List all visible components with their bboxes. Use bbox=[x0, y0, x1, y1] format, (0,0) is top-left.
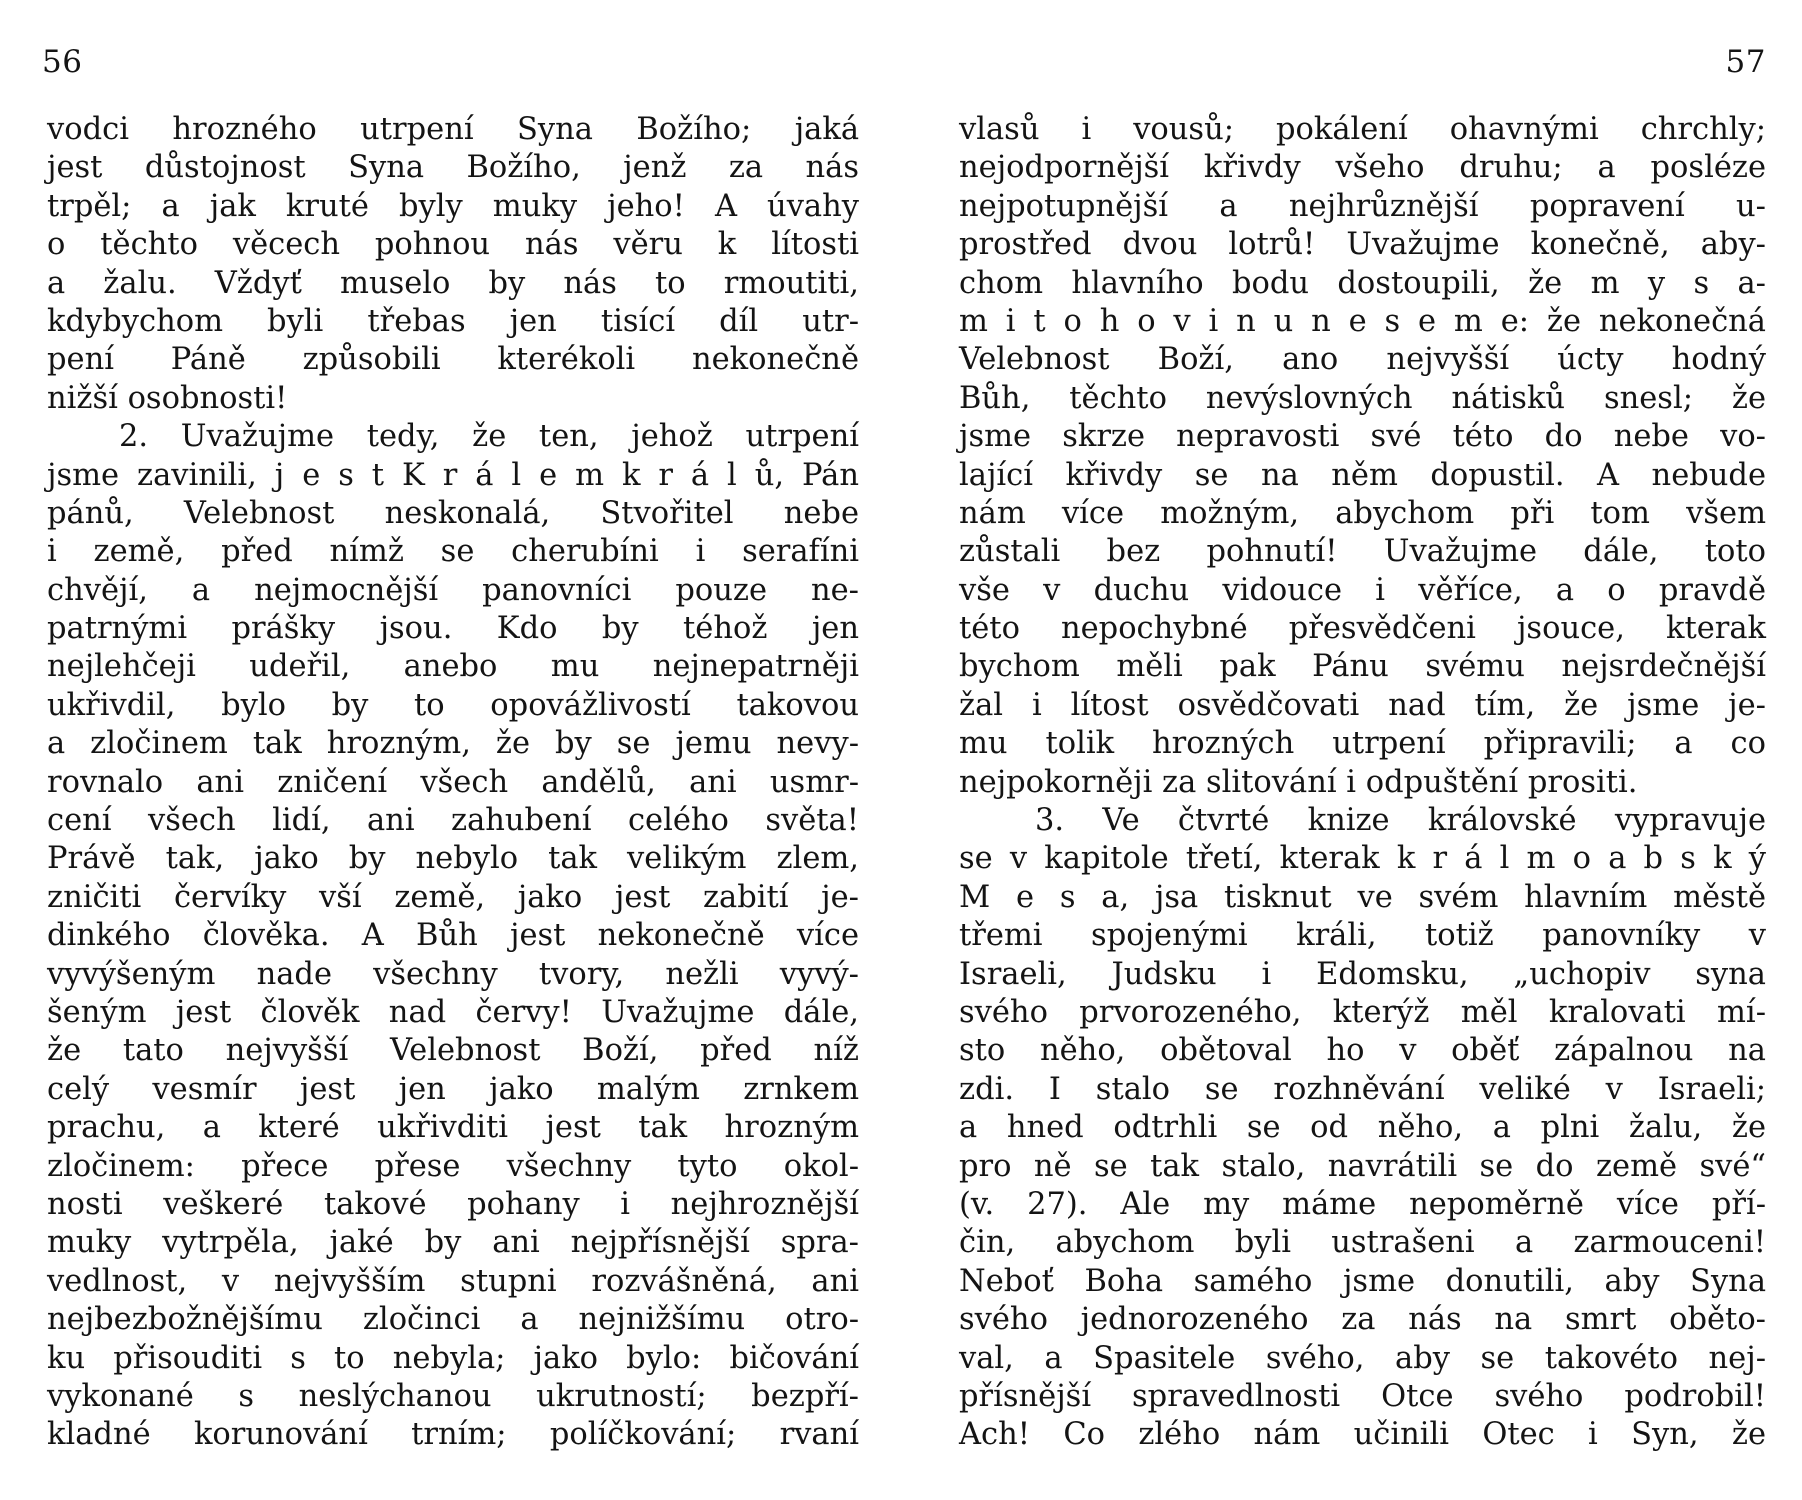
text-line: a hned odtrhli se od něho, a plni žalu, že bbox=[959, 1110, 1766, 1146]
text-line: 2. Uvažujme tedy, že ten, jehož utrpení bbox=[119, 419, 859, 455]
text-line: nejodpornější křivdy všeho druhu; a posléze bbox=[959, 150, 1766, 186]
text-line: lající křivdy se na něm dopustil. A nebude bbox=[959, 457, 1766, 493]
page-number: 56 bbox=[42, 44, 83, 80]
text-line: Ach! Co zlého nám učinili Otec i Syn, že bbox=[959, 1417, 1766, 1453]
text-line: Velebnost Boží, ano nejvyšší úcty hodný bbox=[959, 342, 1766, 378]
text-line: nižší osobnosti! bbox=[47, 380, 288, 416]
text-line: pánů, Velebnost neskonalá, Stvořitel nebe bbox=[47, 495, 859, 531]
text-line: bychom měli pak Pánu svému nejsrdečnější bbox=[959, 649, 1766, 685]
text-line: zločinem: přece přese všechny tyto okol- bbox=[47, 1148, 859, 1184]
text-line: sto něho, obětoval ho v oběť zápalnou na bbox=[959, 1033, 1766, 1069]
text-line: nejbezbožnějšímu zločinci a nejnižšímu otro- bbox=[47, 1302, 859, 1338]
text-line: kladné korunování trním; políčkování; rvaní bbox=[47, 1417, 859, 1453]
text-column bbox=[959, 111, 1766, 1455]
text-line: žal i lítost osvědčovati nad tím, že jsme je- bbox=[959, 687, 1766, 723]
text-line: zůstali bez pohnutí! Uvažujme dále, toto bbox=[959, 534, 1766, 570]
text-line: nejlehčeji udeřil, anebo mu nejnepatrněji bbox=[47, 649, 859, 685]
text-line: přísnější spravedlnosti Otce svého podrobil! bbox=[959, 1378, 1766, 1414]
text-line: jsme skrze nepravosti své této do nebe vo- bbox=[959, 419, 1766, 455]
text-line: nám více možným, abychom při tom všem bbox=[959, 495, 1766, 531]
text-line: jsme zavinili, j e s t K r á l e m k r á l ů, Pán bbox=[47, 457, 859, 493]
text-line: Právě tak, jako by nebylo tak velikým zlem, bbox=[47, 841, 859, 877]
text-line: patrnými prášky jsou. Kdo by téhož jen bbox=[47, 611, 859, 647]
text-line: vše v duchu vidouce i věříce, a o pravdě bbox=[959, 572, 1766, 608]
text-line: této nepochybné přesvědčeni jsouce, kterak bbox=[959, 611, 1766, 647]
text-line: Bůh, těchto nevýslovných nátisků snesl; že bbox=[959, 380, 1766, 416]
text-line: šeným jest člověk nad červy! Uvažujme dále, bbox=[47, 994, 859, 1030]
text-line: chom hlavního bodu dostoupili, že m y s a- bbox=[959, 265, 1766, 301]
page-number: 57 bbox=[1725, 44, 1766, 80]
text-line: jest důstojnost Syna Božího, jenž za nás bbox=[47, 150, 859, 186]
text-line: i země, před nímž se cherubíni i serafíni bbox=[47, 534, 859, 570]
text-line: o těchto věcech pohnou nás věru k lítosti bbox=[47, 227, 859, 263]
text-line: celý vesmír jest jen jako malým zrnkem bbox=[47, 1071, 859, 1107]
text-line: nosti veškeré takové pohany i nejhroznější bbox=[47, 1186, 859, 1222]
text-line: nejpotupnější a nejhrůznější popravení u- bbox=[959, 188, 1766, 224]
text-line: vedlnost, v nejvyšším stupni rozvášněná, ani bbox=[47, 1263, 859, 1299]
text-line: vyvýšeným nade všechny tvory, nežli vyvý- bbox=[47, 956, 859, 992]
text-line: zničiti červíky vší země, jako jest zabití je- bbox=[47, 879, 859, 915]
text-line: trpěl; a jak kruté byly muky jeho! A úvahy bbox=[47, 188, 859, 224]
text-line: 3. Ve čtvrté knize královské vypravuje bbox=[1035, 803, 1766, 839]
text-line: svého prvorozeného, kterýž měl kralovati mí- bbox=[959, 994, 1766, 1030]
text-line: se v kapitole třetí, kterak k r á l m o a b s k ý bbox=[959, 841, 1766, 877]
text-column bbox=[47, 111, 859, 1455]
text-line: a žalu. Vždyť muselo by nás to rmoutiti, bbox=[47, 265, 859, 301]
text-line: vykonané s neslýchanou ukrutností; bezpří- bbox=[47, 1378, 859, 1414]
text-line: nejpokorněji za slitování i odpuštění prositi. bbox=[959, 764, 1638, 800]
text-line: Israeli, Judsku i Edomsku, „uchopiv syna bbox=[959, 956, 1766, 992]
text-line: rovnalo ani zničení všech andělů, ani usmr- bbox=[47, 764, 859, 800]
right-page bbox=[901, 0, 1802, 1500]
text-line: třemi spojenými králi, totiž panovníky v bbox=[959, 918, 1766, 954]
text-line: val, a Spasitele svého, aby se takovéto nej- bbox=[959, 1340, 1766, 1376]
text-line: (v. 27). Ale my máme nepoměrně více pří- bbox=[959, 1186, 1766, 1222]
text-line: svého jednorozeného za nás na smrt oběto- bbox=[959, 1302, 1766, 1338]
text-line: kdybychom byli třebas jen tisící díl utr- bbox=[47, 303, 859, 339]
text-line: že tato nejvyšší Velebnost Boží, před níž bbox=[47, 1033, 859, 1069]
text-line: cení všech lidí, ani zahubení celého světa! bbox=[47, 803, 859, 839]
text-line: ukřivdil, bylo by to opovážlivostí takovou bbox=[47, 687, 859, 723]
text-line: chvějí, a nejmocnější panovníci pouze ne- bbox=[47, 572, 859, 608]
text-line: mu tolik hrozných utrpení připravili; a co bbox=[959, 726, 1766, 762]
text-line: prostřed dvou lotrů! Uvažujme konečně, aby- bbox=[959, 227, 1766, 263]
text-line: pení Páně způsobili kterékoli nekonečně bbox=[47, 342, 859, 378]
text-line: pro ně se tak stalo, navrátili se do země své“ bbox=[959, 1148, 1766, 1184]
text-line: a zločinem tak hrozným, že by se jemu nevy- bbox=[47, 726, 859, 762]
text-line: čin, abychom byli ustrašeni a zarmouceni! bbox=[959, 1225, 1766, 1261]
text-line: dinkého člověka. A Bůh jest nekonečně více bbox=[47, 918, 859, 954]
text-line: zdi. I stalo se rozhněvání veliké v Israeli; bbox=[959, 1071, 1766, 1107]
text-line: prachu, a které ukřivditi jest tak hrozným bbox=[47, 1110, 859, 1146]
text-line: M e s a, jsa tisknut ve svém hlavním městě bbox=[959, 879, 1766, 915]
text-line: m i t o h o v i n u n e s e m e: že nekonečná bbox=[959, 303, 1766, 339]
text-line: vlasů i vousů; pokálení ohavnými chrchly; bbox=[959, 112, 1766, 147]
text-line: Neboť Boha samého jsme donutili, aby Syna bbox=[959, 1263, 1766, 1299]
text-line: ku přisouditi s to nebyla; jako bylo: bičování bbox=[47, 1340, 859, 1376]
text-line: muky vytrpěla, jaké by ani nejpřísnější spra- bbox=[47, 1225, 859, 1261]
text-line: vodci hrozného utrpení Syna Božího; jaká bbox=[47, 112, 859, 147]
